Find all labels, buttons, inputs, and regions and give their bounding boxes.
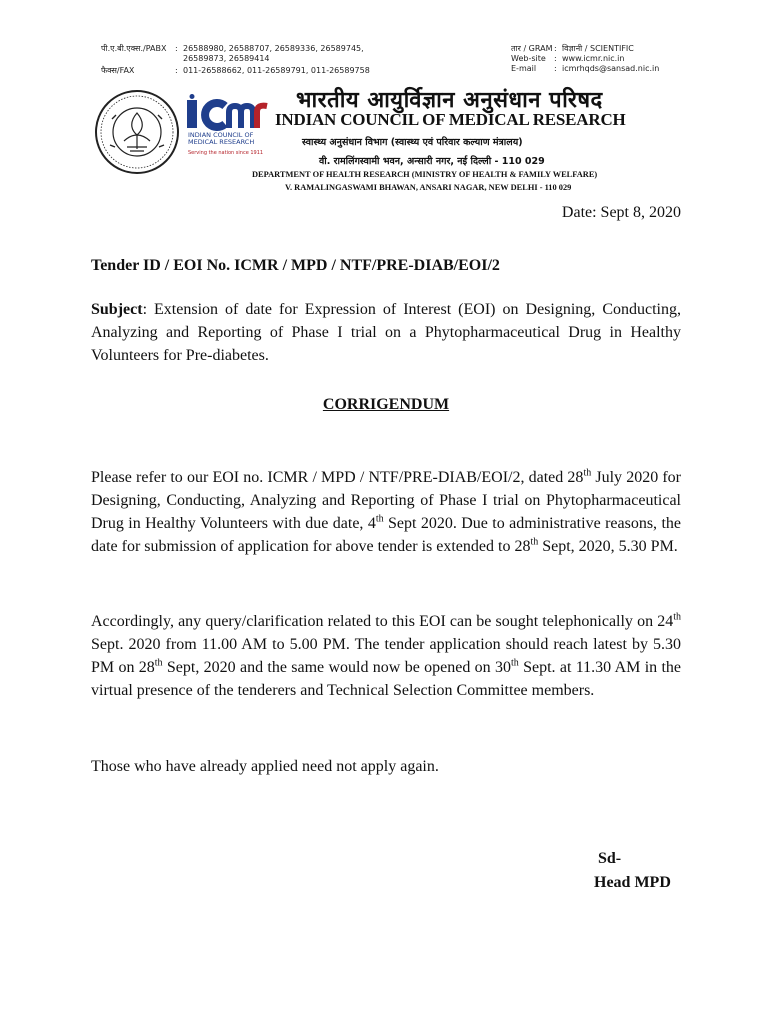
department-english: DEPARTMENT OF HEALTH RESEARCH (MINISTRY OF HEALTH & FAMILY WELFARE)	[252, 170, 598, 179]
subject-text: : Extension of date for Expression of Interest (EOI) on Designing, Conducting, Analyzing and Reporting of Phase I trial on a Phytopharmaceutical Drug in Healthy Volunteers for Pre-diabetes.	[91, 301, 681, 364]
corrigendum-heading: CORRIGENDUM	[322, 396, 450, 413]
pabx-numbers-2: 26589873, 26589414	[183, 54, 270, 63]
org-title-hindi: भारतीय आयुर्विज्ञान अनुसंधान परिषद	[296, 88, 603, 113]
fax-numbers: 011-26588662, 011-26589791, 011-26589758	[183, 66, 370, 75]
email-label: E-mail	[511, 64, 537, 73]
pabx-numbers-1: 26588980, 26588707, 26589336, 26589745,	[183, 44, 364, 53]
logo-tagline: Serving the nation since 1911	[188, 150, 264, 156]
paragraph-note: Those who have already applied need not apply again.	[91, 758, 439, 775]
email-value: icmrhqds@sansad.nic.in	[562, 64, 660, 73]
tender-id: Tender ID / EOI No. ICMR / MPD / NTF/PRE-DIAB/EOI/2	[91, 257, 500, 274]
signature-sd: Sd-	[598, 850, 622, 867]
department-hindi: स्वास्थ्य अनुसंधान विभाग (स्वास्थ्य एवं परिवार कल्याण मंत्रालय)	[302, 137, 523, 148]
fax-label: फैक्स/FAX	[101, 66, 135, 75]
letter-date: Date: Sept 8, 2020	[561, 204, 681, 221]
address-english: V. RAMALINGASWAMI BHAWAN, ANSARI NAGAR, NEW DELHI - 110 029	[285, 183, 572, 192]
subject-label: Subject	[91, 301, 143, 318]
website-value: www.icmr.nic.in	[562, 54, 625, 63]
paragraph-schedule: Accordingly, any query/clarification related to this EOI can be sought telephonically on 24th Sept. 2020 from 11.00 AM to 5.00 PM. The tender application should reach latest by 5.30 PM on 28th Sept, 2020 and the same would now be opened on 30th Sept. at 11.30 AM in the virtual presence of the tenderers and Technical Selection Committee members.	[91, 611, 682, 699]
subject-paragraph	[91, 298, 681, 367]
icmr-seal-icon	[94, 89, 180, 175]
contact-block-right: तार / GRAM : विज्ञानी / SCIENTIFIC Web-site : www.icmr.nic.in E-mail : icmrhqds@sansad.nic.in	[511, 44, 660, 73]
address-hindi: वी. रामलिंगस्वामी भवन, अन्सारी नगर, नई दिल्ली - 110 029	[319, 156, 545, 167]
org-title-english: INDIAN COUNCIL OF MEDICAL RESEARCH	[275, 110, 626, 129]
paragraph-reference: Please refer to our EOI no. ICMR / MPD / NTF/PRE-DIAB/EOI/2, dated 28th July 2020 for Designing, Conducting, Analyzing and Reporting of Phase I trial on Phytopharmaceutical Drug in Healthy Volunteers with due date, 4th Sept 2020. Due to administrative reasons, the date for submission of application for above tender is extended to 28th Sept, 2020, 5.30 PM.	[91, 467, 682, 555]
signatory-title: Head MPD	[594, 874, 671, 891]
logo-subtitle: INDIAN COUNCIL OF MEDICAL RESEARCH	[188, 131, 255, 146]
contact-block-left: पी.ए.बी.एक्स./PABX : 26588980, 26588707, 26589336, 26589745, 26589873, 26589414 फैक्स/FAX : 011-26588662, 011-26589791, 011-26589758	[101, 44, 370, 75]
website-label: Web-site	[511, 54, 546, 63]
pabx-label: पी.ए.बी.एक्स./PABX	[101, 44, 167, 53]
gram-value: विज्ञानी / SCIENTIFIC	[562, 44, 634, 53]
gram-label: तार / GRAM	[511, 44, 553, 53]
